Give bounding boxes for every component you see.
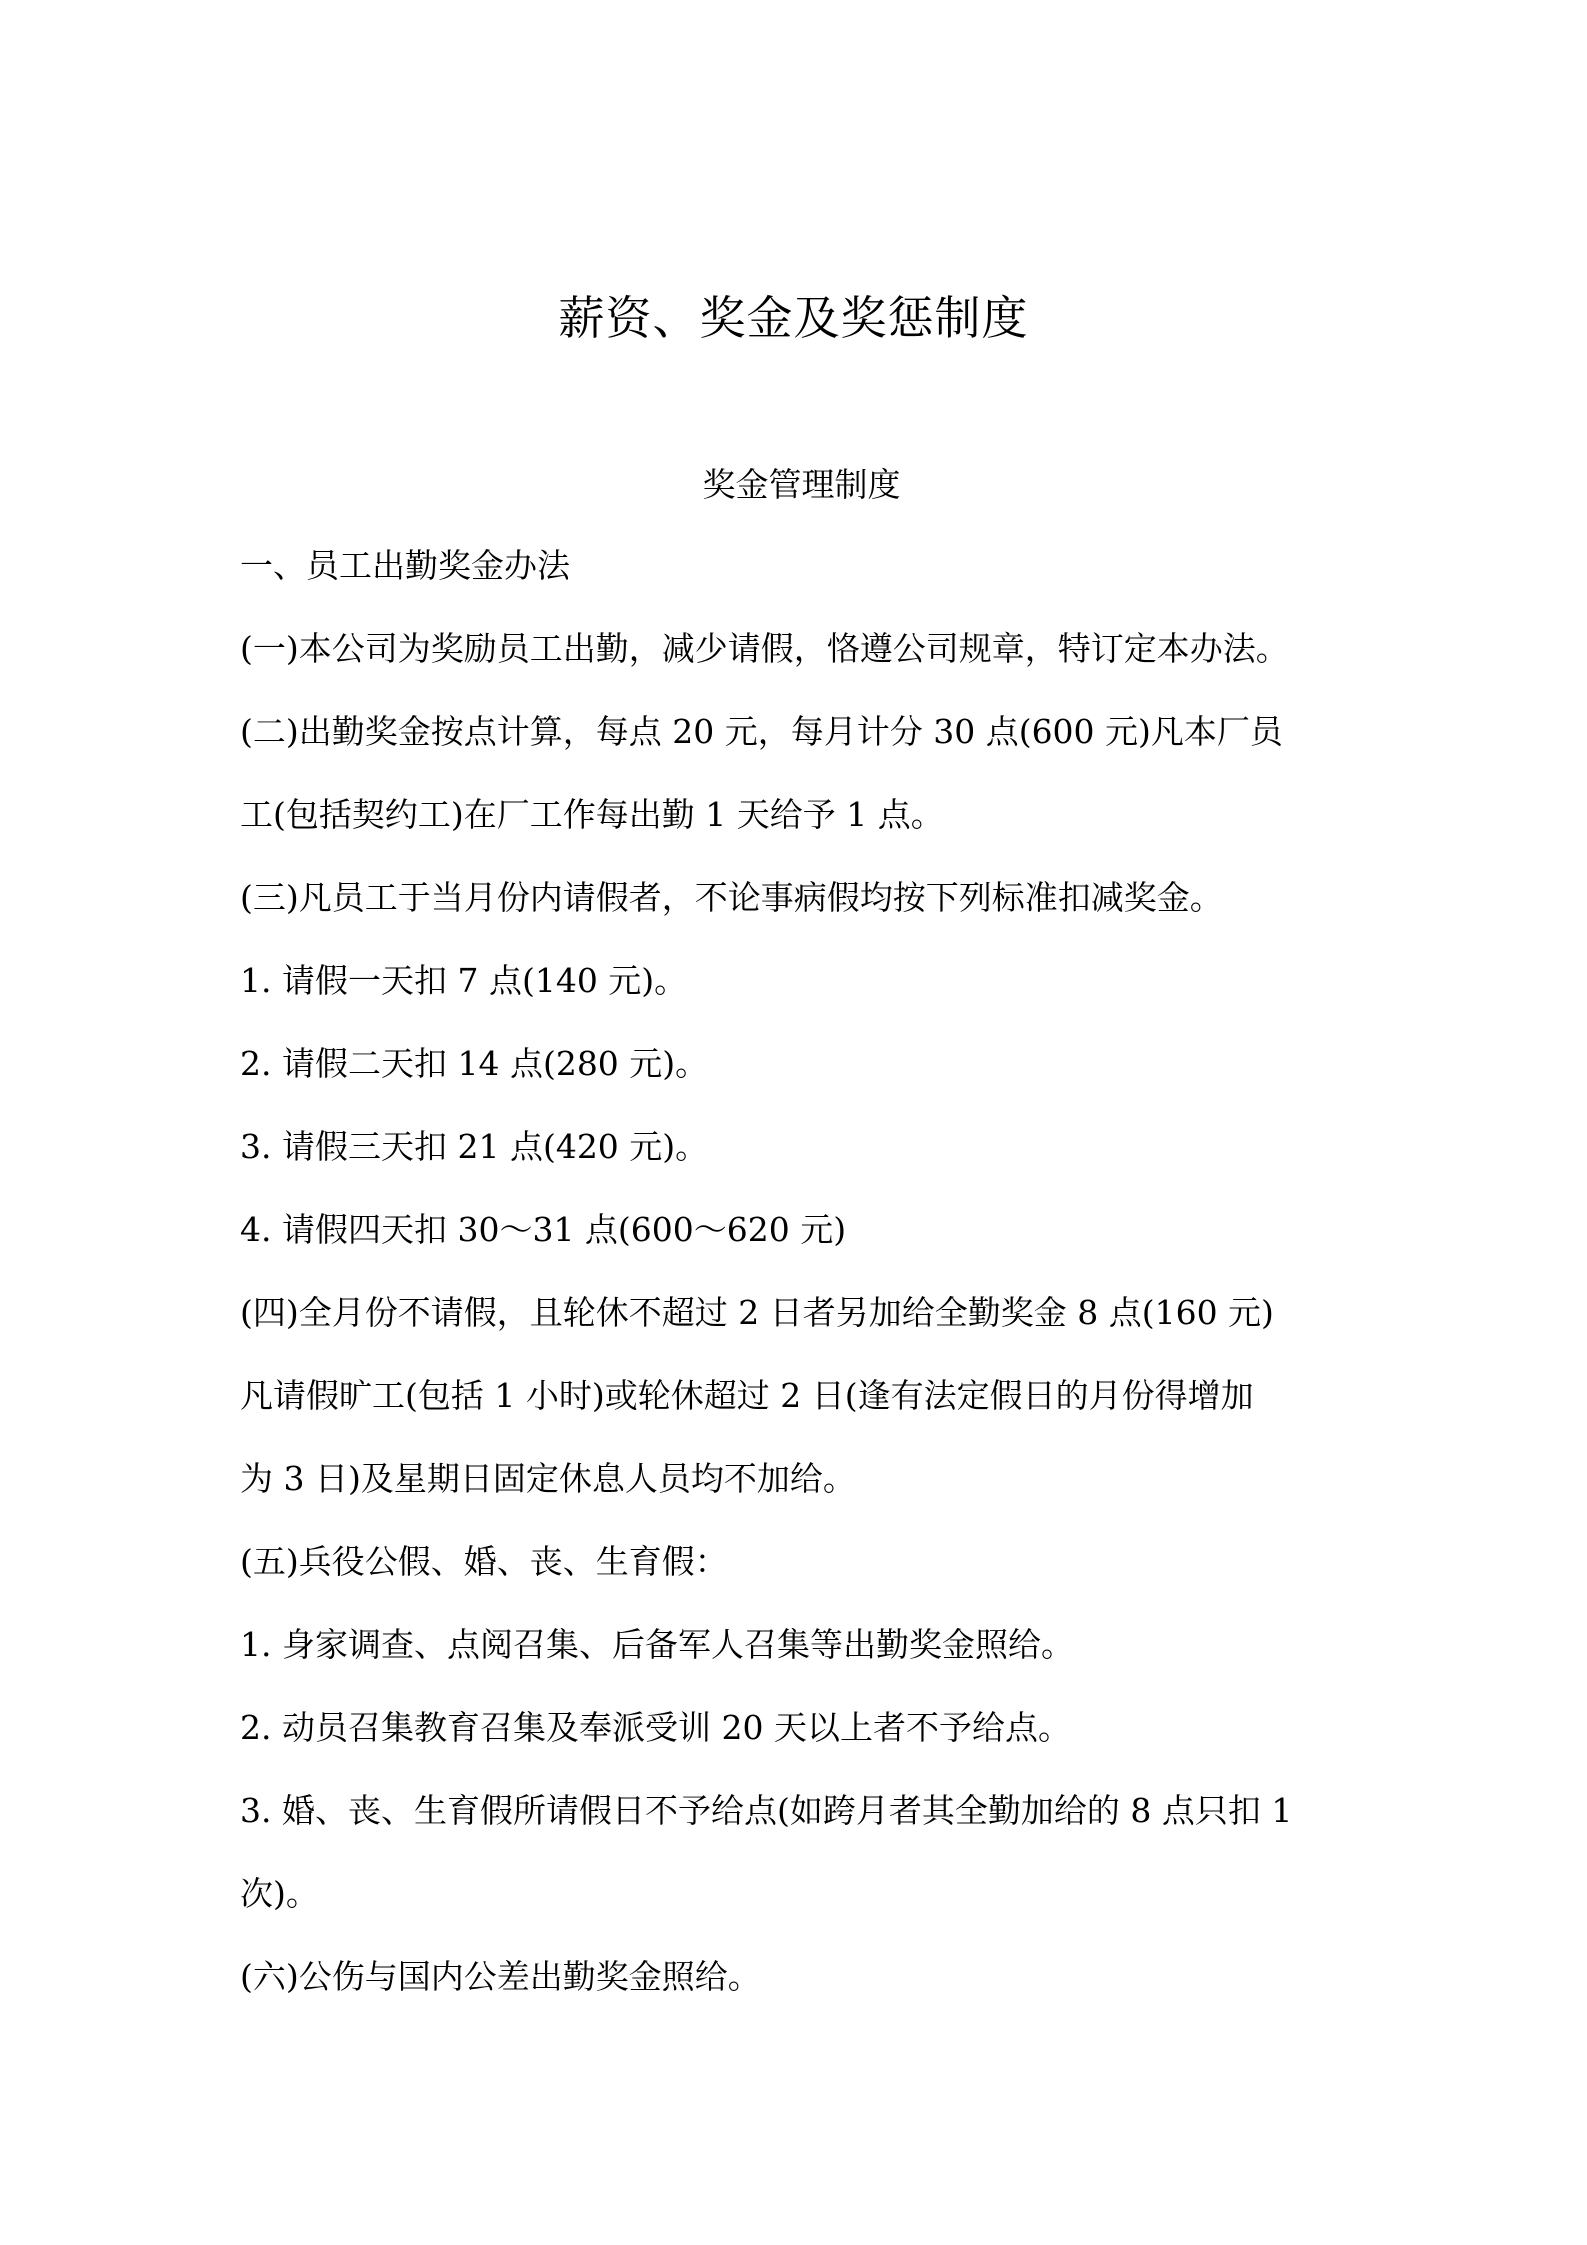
list-item: 3. 请假三天扣 21 点(420 元)。 [240,1127,709,1166]
document-title: 薪资、奖金及奖惩制度 [558,291,1029,345]
paragraph-line: (五)兵役公假、婚、丧、生育假： [240,1542,728,1581]
list-item: 3. 婚、丧、生育假所请假日不予给点(如跨月者其全勤加给的 8 点只扣 1 [240,1791,1293,1830]
section-heading: 一、员工出勤奖金办法 [240,546,570,585]
paragraph-line: (四)全月份不请假，且轮休不超过 2 日者另加给全勤奖金 8 点(160 元) [240,1293,1274,1332]
list-item: 次)。 [240,1874,319,1913]
paragraph-line: (六)公伤与国内公差出勤奖金照给。 [240,1957,761,1996]
paragraph-line: 工(包括契约工)在厂工作每出勤 1 天给予 1 点。 [240,795,944,834]
list-item: 4. 请假四天扣 30～31 点(600～620 元) [240,1210,847,1249]
paragraph-line: (三)凡员工于当月份内请假者，不论事病假均按下列标准扣减奖金。 [240,878,1223,917]
paragraph-line: 为 3 日)及星期日固定休息人员均不加给。 [240,1459,856,1498]
paragraph-line: (二)出勤奖金按点计算，每点 20 元，每月计分 30 点(600 元)凡本厂员 [240,712,1283,751]
paragraph-line: (一)本公司为奖励员工出勤，减少请假，恪遵公司规章，特订定本办法。 [240,629,1289,668]
section-subtitle: 奖金管理制度 [702,465,901,504]
document-body [240,544,1360,2038]
paragraph-line: 凡请假旷工(包括 1 小时)或轮休超过 2 日(逢有法定假日的月份得增加 [240,1376,1254,1415]
list-item: 1. 请假一天扣 7 点(140 元)。 [240,961,688,1000]
list-item: 2. 请假二天扣 14 点(280 元)。 [240,1044,709,1083]
list-item: 1. 身家调查、点阅召集、后备军人召集等出勤奖金照给。 [240,1625,1074,1664]
list-item: 2. 动员召集教育召集及奉派受训 20 天以上者不予给点。 [240,1708,1071,1747]
